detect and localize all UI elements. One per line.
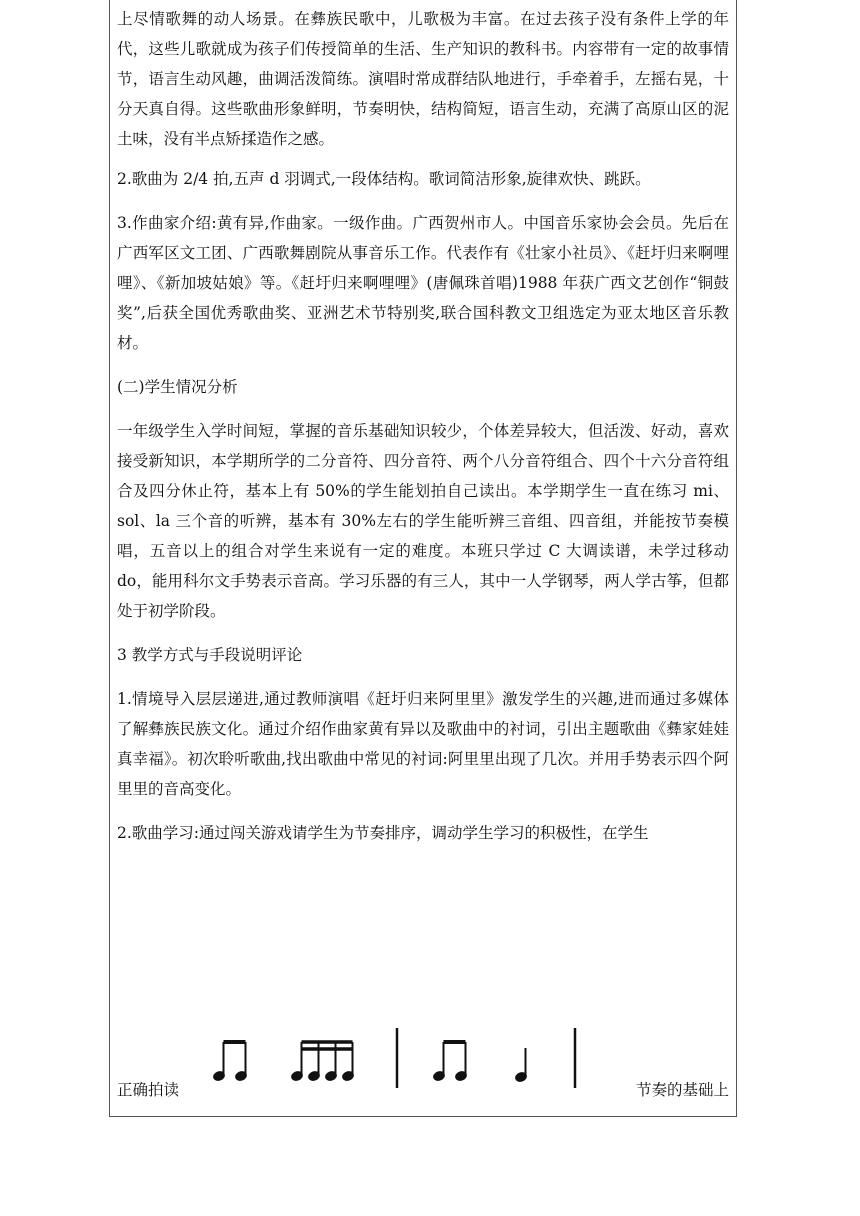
eighth-note-pair-icon (212, 1042, 247, 1082)
document-body (117, 4, 729, 858)
rhythm-right-text: 节奏的基础上 (635, 1081, 729, 1099)
paragraph-method-2: 2.歌曲学习:通过闯关游戏请学生为节奏排序，调动学生学习的积极性，在学生 (117, 824, 649, 842)
paragraph-song-structure: 2.歌曲为 2/4 拍,五声 d 羽调式,一段体结构。歌词简洁形象,旋律欢快、跳跃。 (117, 170, 651, 188)
sixteenth-note-group-icon (290, 1042, 354, 1082)
paragraph-student-analysis: 一年级学生入学时间短，掌握的音乐基础知识较少，个体差异较大，但活泼、好动，喜欢接受新知识，本学期所学的二分音符、四分音符、两个八分音符组合、四个十六分音符组合及四分休止符，基本上有 50%的学生能划拍自己读出。本学期学生一直在练习 mi、sol、la 三个音的听辨，基本有 30%左右的学生能听辨三音组、四音组，并能按节奏模唱，五音以上的组合对学生来说有一定的难度。本班只学过 C 大调读谱，未学过移动 do，能用科尔文手势表示音高。学习乐器的有三人，其中一人学钢琴，两人学古筝，但都处于初学阶段。 (117, 422, 729, 620)
heading-teaching-methods: 3 教学方式与手段说明评论 (117, 646, 303, 664)
rhythm-left-text: 正确拍读 (117, 1081, 180, 1099)
rhythm-notation (207, 1022, 607, 1092)
paragraph-yi-songs: 上尽情歌舞的动人场景。在彝族民歌中，儿歌极为丰富。在过去孩子没有条件上学的年代，这些儿歌就成为孩子们传授简单的生活、生产知识的教科书。内容带有一定的故事情节，语言生动风趣，曲调活泼简练。演唱时常成群结队地进行，手牵着手，左摇右晃，十分天真自得。这些歌曲形象鲜明，节奏明快，结构简短，语言生动，充满了高原山区的泥土味，没有半点矫揉造作之感。 (117, 10, 729, 148)
eighth-note-pair-icon (432, 1042, 467, 1082)
paragraph-composer: 3.作曲家介绍:黄有异,作曲家。一级作曲。广西贺州市人。中国音乐家协会会员。先后在广西军区文工团、广西歌舞剧院从事音乐工作。代表作有《壮家小社员》、《赶圩归来啊哩哩》、《新加坡姑娘》等。《赶圩归来啊哩哩》(唐佩珠首唱)1988 年获广西文艺创作“铜鼓奖”,后获全国优秀歌曲奖、亚洲艺术节特别奖,联合国科教文卫组选定为亚太地区音乐教材。 (117, 214, 729, 352)
quarter-note-icon (514, 1048, 527, 1083)
heading-student-analysis: (二)学生情况分析 (117, 378, 238, 396)
rhythm-example (117, 1022, 729, 1102)
paragraph-method-1: 1.情境导入层层递进,通过教师演唱《赶圩归来阿里里》激发学生的兴趣,进而通过多媒体了解彝族民族文化。通过介绍作曲家黄有异以及歌曲中的衬词，引出主题歌曲《彝家娃娃真幸福》。初次聆听歌曲,找出歌曲中常见的衬词:阿里里出现了几次。并用手势表示四个阿里里的音高变化。 (117, 690, 729, 798)
